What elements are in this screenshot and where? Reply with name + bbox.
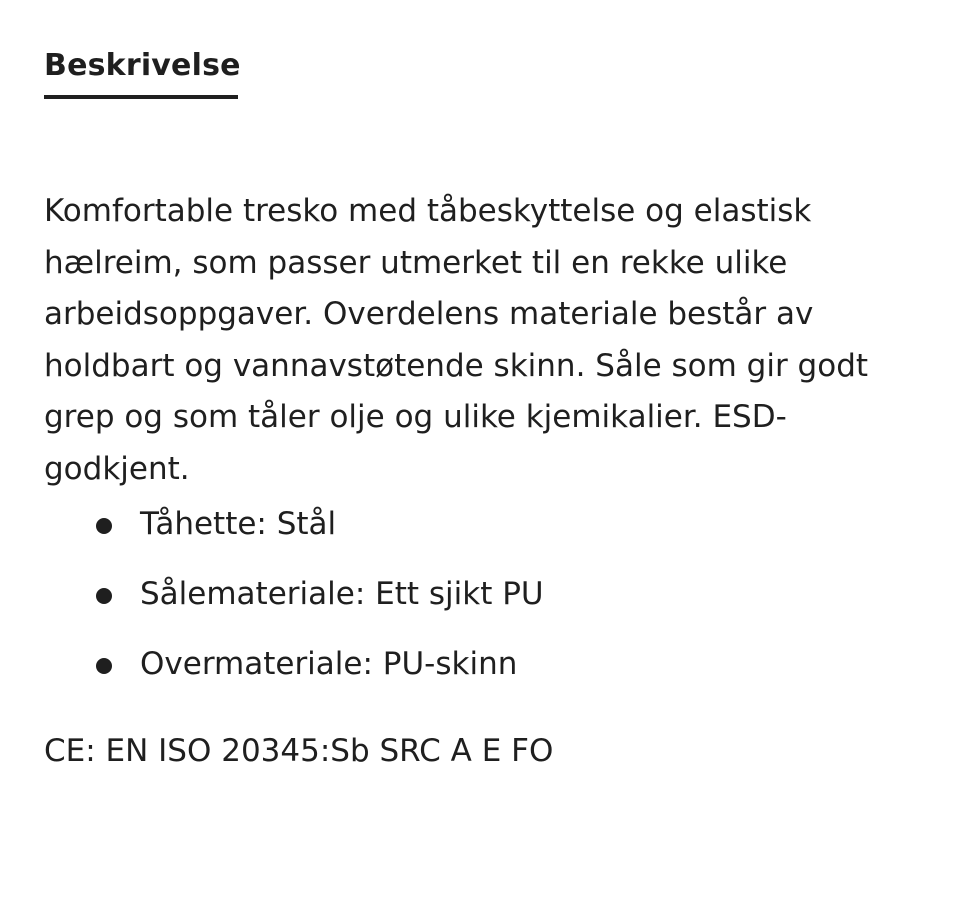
description-tab[interactable] [44,44,241,88]
bullet-icon [96,518,112,534]
active-tab-underline [44,95,238,99]
feature-text: Tåhette: Stål [140,506,337,542]
bullet-icon [96,588,112,604]
bullet-icon [96,658,112,674]
feature-list [44,500,924,710]
description-tab-label: Beskrivelse [44,48,241,83]
product-description: Komfortable tresko med tåbeskyttelse og elastisk hælreim, som passer utmerket til en rekke ulike arbeidsoppgaver. Overdelens materiale består av holdbart og vannavstøtende skinn. Såle som gir godt grep og som tåler olje og ulike kjemikalier. ESD-godkjent. [44,193,869,487]
feature-item [44,500,924,570]
feature-item [44,570,924,640]
certification-text: CE: EN ISO 20345:Sb SRC A E FO [44,733,554,769]
feature-text: Sålemateriale: Ett sjikt PU [140,576,544,612]
feature-item [44,640,924,710]
feature-text: Overmateriale: PU-skinn [140,646,518,682]
